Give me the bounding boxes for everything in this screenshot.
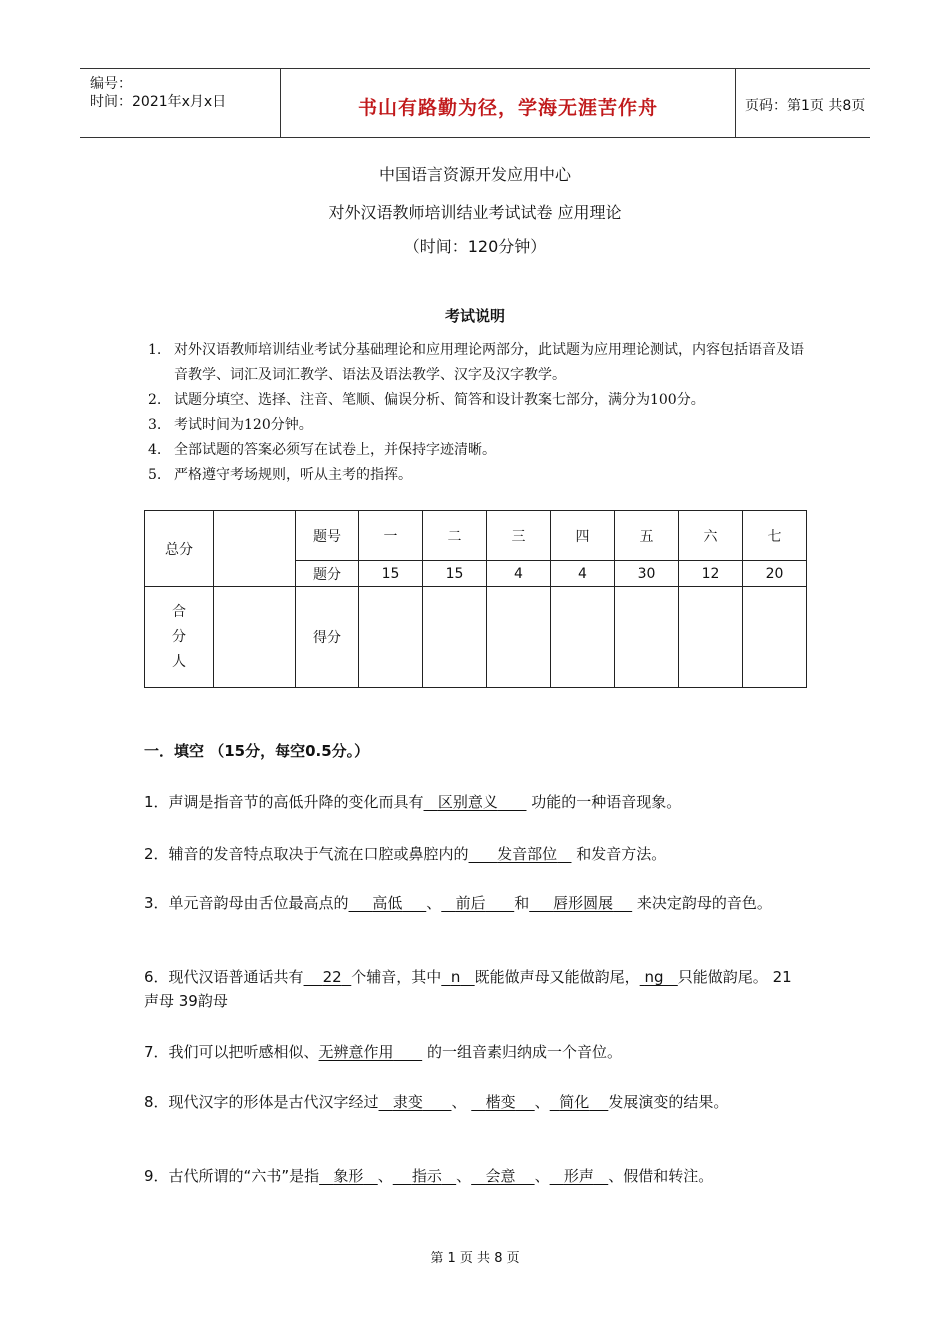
answer-blank: 会意 xyxy=(485,1167,516,1185)
instruction-text: 试题分填空、选择、注音、笔顺、偏误分析、简答和设计教案七部分，满分为100分。 xyxy=(174,392,705,408)
question-points: 4 xyxy=(487,561,551,587)
instruction-text: 全部试题的答案必须写在试卷上，并保持字迹清晰。 xyxy=(174,442,496,458)
header-page-cell xyxy=(735,69,870,137)
instruction-text: 对外汉语教师培训结业考试分基础理论和应用理论两部分，此试题为应用理论测试，内容包括语音及语音教学、词汇及词汇教学、语法及语法教学、汉字及汉字教学。 xyxy=(174,342,804,383)
time-label: 时间：2021年x月x日 xyxy=(90,94,227,110)
instruction-number: 1. xyxy=(148,342,162,358)
header-band xyxy=(80,68,870,138)
answer-blank: 无辨意作用 xyxy=(318,1043,394,1061)
question-2: 2．辅音的发音特点取决于气流在口腔或鼻腔内的 发音部位 和发音方法。 xyxy=(144,845,667,863)
number-label: 编号： xyxy=(90,76,132,92)
question-points: 4 xyxy=(551,561,615,587)
instruction-item xyxy=(148,413,808,438)
answer-blank: 形声 xyxy=(563,1167,594,1185)
org-title: 中国语言资源开发应用中心 xyxy=(378,165,571,184)
answer-blank: n xyxy=(450,968,461,986)
instruction-number: 5. xyxy=(148,467,162,483)
exam-duration: （时间：120分钟） xyxy=(403,237,547,256)
instruction-text: 严格遵守考场规则，听从主考的指挥。 xyxy=(174,467,412,483)
page-footer: 第 1 页 共 8 页 xyxy=(430,1251,520,1266)
score-cell[interactable] xyxy=(551,587,615,688)
motto: 书山有路勤为径，学海无涯苦作舟 xyxy=(357,97,658,119)
score-cell[interactable] xyxy=(423,587,487,688)
question-number: 六 xyxy=(679,511,743,561)
question-points: 15 xyxy=(423,561,487,587)
instruction-item xyxy=(148,338,808,388)
question-number: 四 xyxy=(551,511,615,561)
instruction-item xyxy=(148,388,808,413)
question-6: 6．现代汉语普通话共有 22 个辅音，其中 n 既能做声母又能做韵尾， ng 只能做韵尾。 21声母 39韵母 xyxy=(144,968,792,1010)
header-meta-cell xyxy=(80,69,280,137)
question-9: 9．古代所谓的“六书”是指 象形 、 指示 、 会意 、 形声 、假借和转注。 xyxy=(144,1167,714,1185)
score-cell[interactable] xyxy=(679,587,743,688)
scorer-label-cell: 合 分 人 xyxy=(145,587,214,688)
scorer-value-cell[interactable] xyxy=(214,587,296,688)
header-motto-cell xyxy=(280,69,736,137)
question-number: 一 xyxy=(359,511,423,561)
answer-blank: 22 xyxy=(322,968,342,986)
instructions-heading: 考试说明 xyxy=(444,307,505,325)
answer-blank: 高低 xyxy=(372,894,403,912)
question-points: 15 xyxy=(359,561,423,587)
question-8: 8．现代汉字的形体是古代汉字经过 隶变 、 楷变 、 简化 发展演变的结果。 xyxy=(144,1093,729,1111)
score-cell[interactable] xyxy=(487,587,551,688)
answer-blank: 简化 xyxy=(559,1093,590,1111)
score-label-cell: 得分 xyxy=(296,587,359,688)
answer-blank: 楷变 xyxy=(485,1093,516,1111)
answer-blank: 区别意义 xyxy=(437,793,498,811)
question-number: 二 xyxy=(423,511,487,561)
question-3: 3．单元音韵母由舌位最高点的 高低 、 前后 和 唇形圆展 来决定韵母的音色。 xyxy=(144,894,772,912)
instruction-item xyxy=(148,463,808,488)
score-cell[interactable] xyxy=(743,587,807,688)
question-1: 1．声调是指音节的高低升降的变化而具有 区别意义 功能的一种语音现象。 xyxy=(144,793,682,811)
instruction-text: 考试时间为120分钟。 xyxy=(174,417,313,433)
total-value-cell[interactable] xyxy=(214,511,296,587)
question-7: 7．我们可以把听感相似、无辨意作用 的一组音素归纳成一个音位。 xyxy=(144,1043,622,1061)
instruction-item xyxy=(148,438,808,463)
answer-blank: 唇形圆展 xyxy=(553,894,614,912)
question-points: 12 xyxy=(679,561,743,587)
points-label-cell: 题分 xyxy=(296,561,359,587)
instruction-number: 3. xyxy=(148,417,162,433)
question-number: 三 xyxy=(487,511,551,561)
question-number: 五 xyxy=(615,511,679,561)
question-points: 30 xyxy=(615,561,679,587)
answer-blank: 发音部位 xyxy=(497,845,558,863)
instruction-number: 2. xyxy=(148,392,162,408)
question-number: 七 xyxy=(743,511,807,561)
instruction-number: 4. xyxy=(148,442,162,458)
section-title: 一．填空 （15分，每空0.5分。） xyxy=(144,742,370,760)
total-label-cell: 总分 xyxy=(145,511,214,587)
answer-blank: 指示 xyxy=(411,1167,442,1185)
question-label-cell: 题号 xyxy=(296,511,359,561)
exam-title: 对外汉语教师培训结业考试试卷 应用理论 xyxy=(328,203,622,222)
answer-blank: 隶变 xyxy=(392,1093,423,1111)
answer-blank: ng xyxy=(644,968,664,986)
answer-blank: 前后 xyxy=(455,894,486,912)
score-table xyxy=(144,510,807,688)
answer-blank: 象形 xyxy=(333,1167,364,1185)
score-cell[interactable] xyxy=(615,587,679,688)
score-cell[interactable] xyxy=(359,587,423,688)
instructions-list xyxy=(148,338,808,488)
page-label: 页码：第1页 共8页 xyxy=(745,98,866,114)
question-points: 20 xyxy=(743,561,807,587)
